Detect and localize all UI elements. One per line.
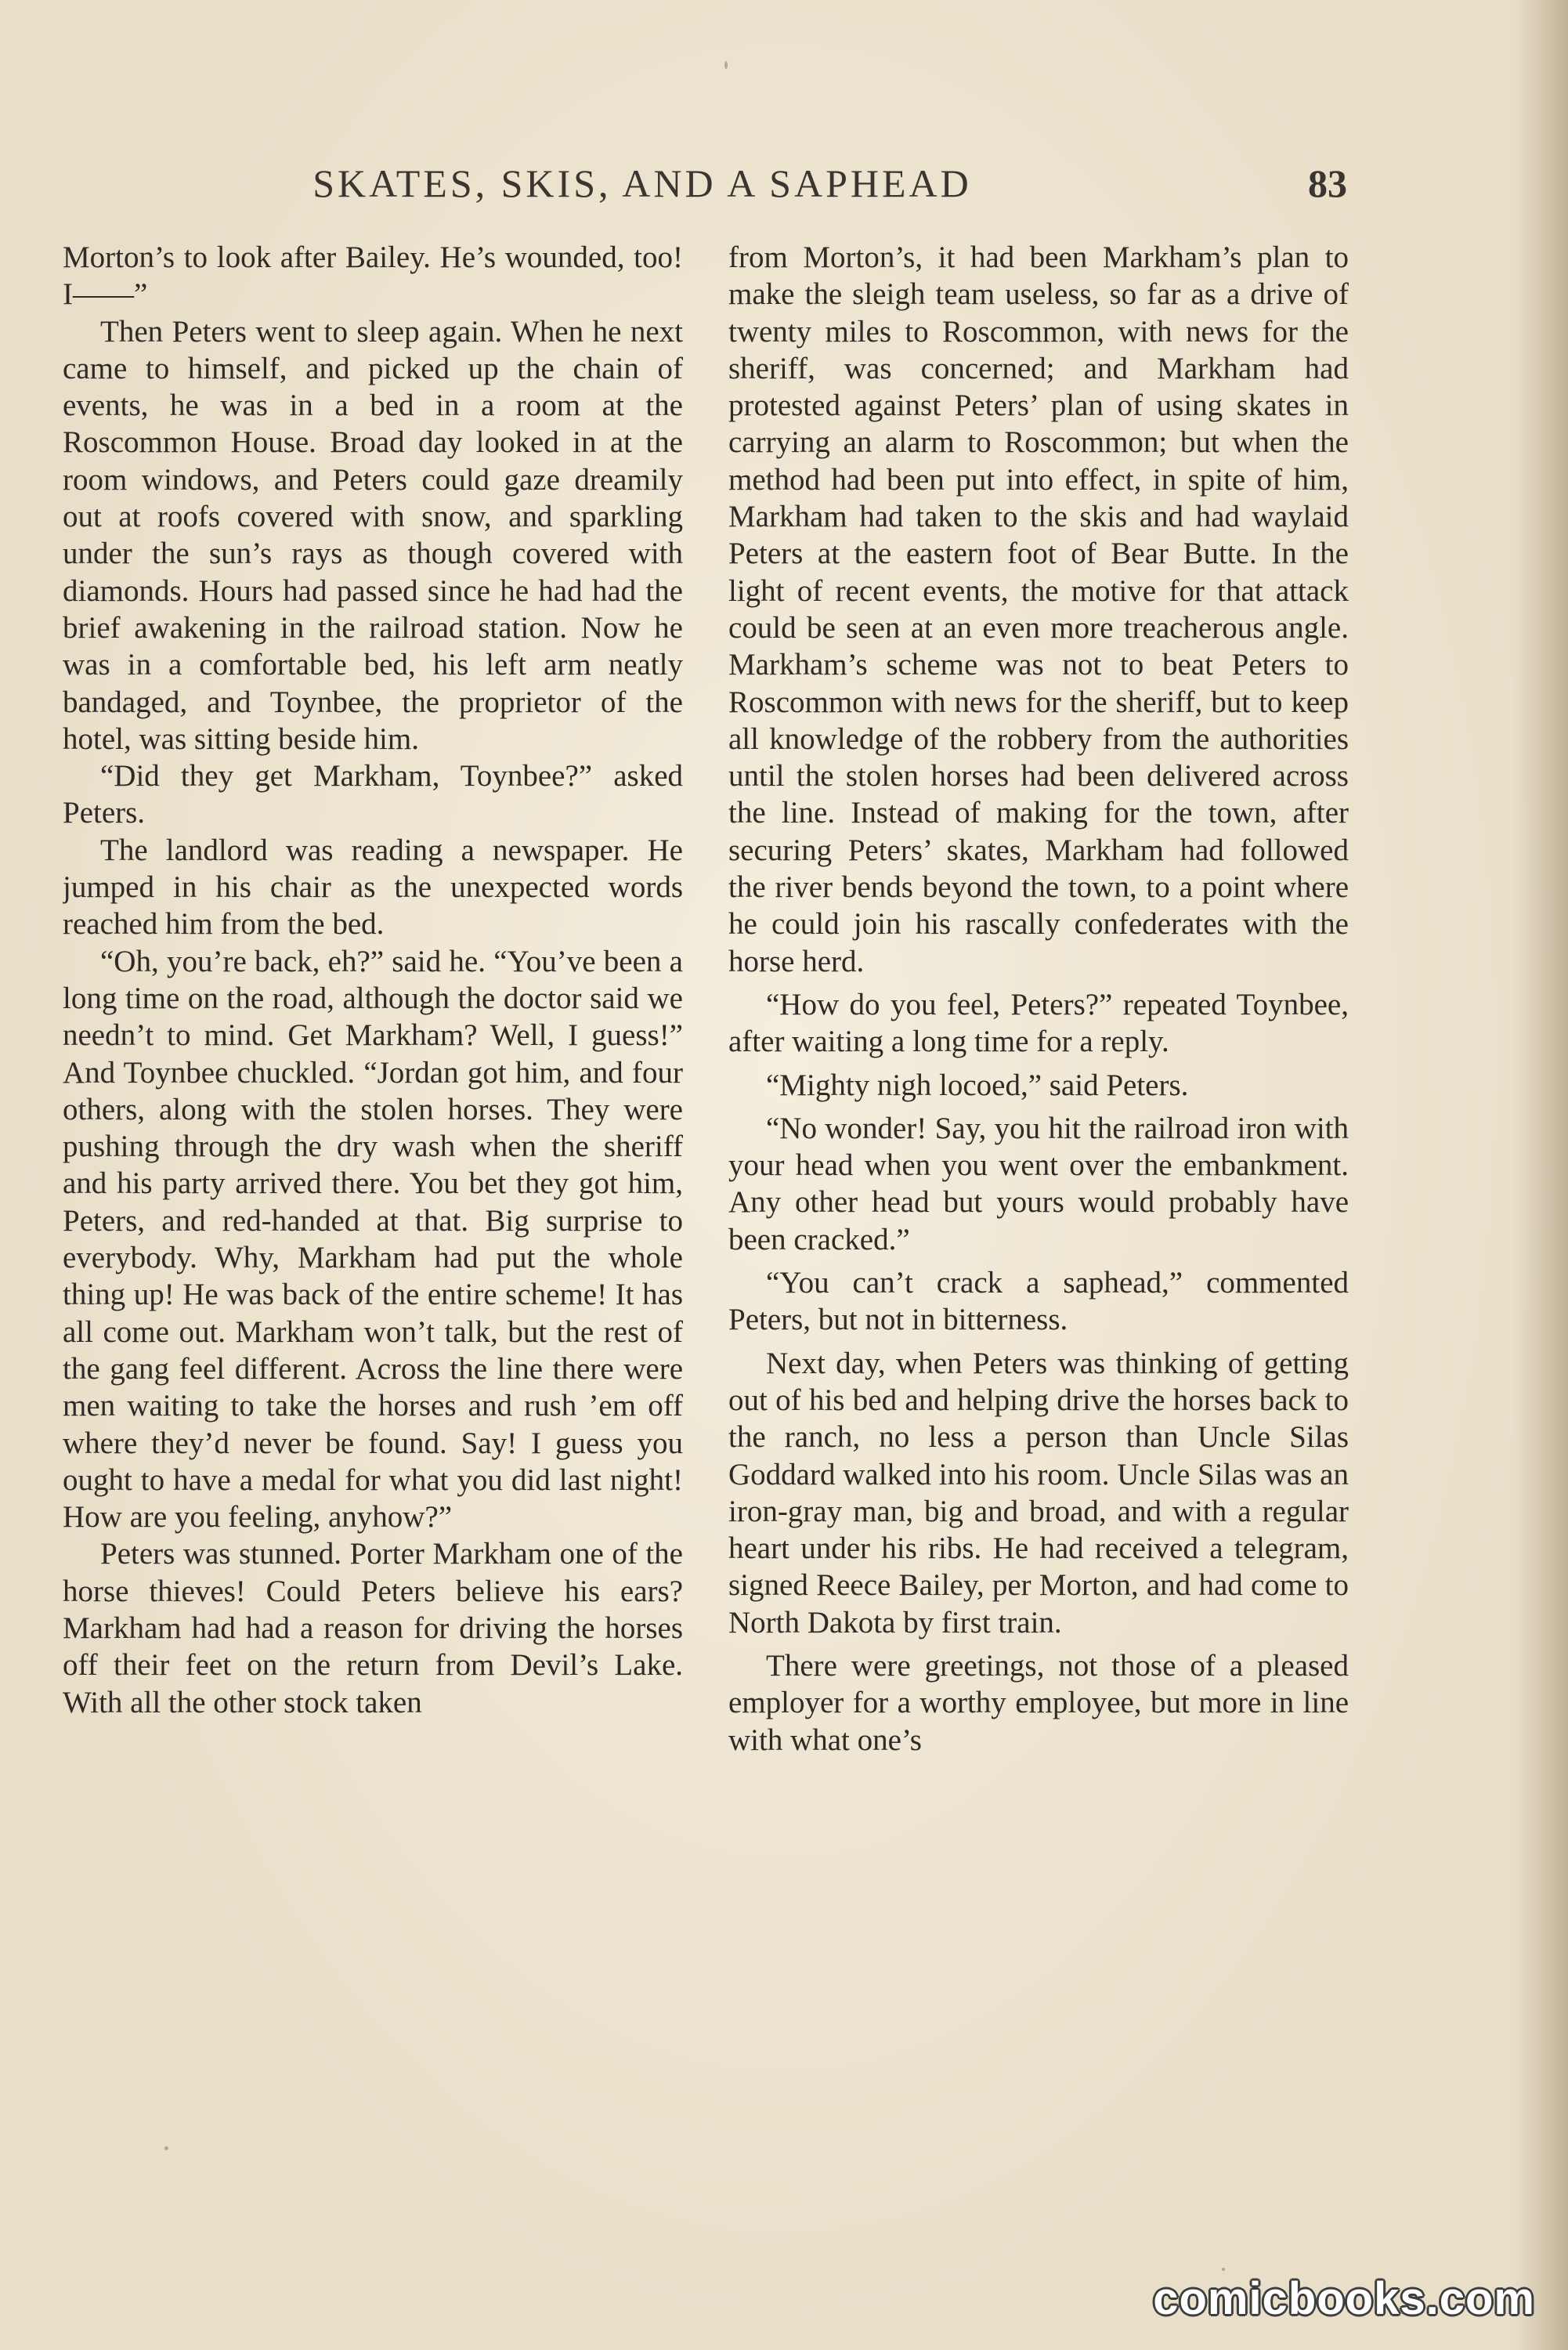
paragraph: “Oh, you’re back, eh?” said he. “You’ve been a long time on the road, although the doctor said we needn’t to mind. Get Markham? Well, I guess!” And Toynbee chuckled. “Jordan got him, and four others, along with the stolen horses. They were pushing through the dry wash when the sheriff and his party arrived there. You bet they got him, Peters, and red-handed at that. Big surprise to everybody. Why, Markham had put the whole thing up! He was back of the entire scheme! It has all come out. Markham won’t talk, but the rest of the gang feel different. Across the line there were men waiting to take the horses and rush ’em off where they’d never be found. Say! I guess you ought to have a medal for what you did last night! How are you feeling, anyhow?”	[63, 944, 683, 1535]
right-column	[728, 239, 1349, 2119]
paragraph: “Mighty nigh locoed,” said Peters.	[766, 1068, 1189, 1102]
paragraph: There were greetings, not those of a pleased employer for a worthy employee, but more in line with what one’s	[728, 1648, 1349, 1757]
paragraph: Peters was stunned. Porter Markham one of the horse thieves! Could Peters believe his ears? Markham had had a reason for driving the horses off their feet on the return from Devil’s Lake. With all the other stock taken	[63, 1537, 683, 1719]
paper-speck	[164, 2146, 168, 2150]
running-title: SKATES, SKIS, AND A SAPHEAD	[313, 161, 972, 205]
paragraph: Then Peters went to sleep again. When he next came to himself, and picked up the chain of events, he was in a bed in a room at the Roscommon House. Broad day looked in at the room windows, and Peters could gaze dreamily out at roofs covered with snow, and sparkling under the sun’s rays as though covered with diamonds. Hours had passed since he had had the brief awakening in the railroad station. Now he was in a comfortable bed, his left arm neatly bandaged, and Toynbee, the proprietor of the hotel, was sitting beside him.	[63, 314, 683, 756]
watermark-text: comicbooks.com	[1153, 2273, 1535, 2324]
paper-speck	[724, 61, 728, 69]
paragraph: “No wonder! Say, you hit the railroad iron with your head when you went over the embankment. Any other head but yours would probably have been cracked.”	[728, 1111, 1349, 1256]
left-column	[63, 239, 683, 2119]
paragraph: from Morton’s, it had been Markham’s plan to make the sleigh team useless, so far as a drive of twenty miles to Roscommon, with news for the sheriff, was concerned; and Markham had protested against Peters’ plan of using skates in carrying an alarm to Roscommon; but when the method had been put into effect, in spite of him, Markham had taken to the skis and had waylaid Peters at the eastern foot of Bear Butte. In the light of recent events, the motive for that attack could be seen at an even more treacherous angle. Markham’s scheme was not to beat Peters to Roscommon with news for the sheriff, but to keep all knowledge of the robbery from the authorities until the stolen horses had been delivered across the line. Instead of making for the town, after securing Peters’ skates, Markham had followed the river bends beyond the town, to a point where he could join his rascally confederates with the horse herd.	[728, 240, 1349, 978]
paragraph: The landlord was reading a newspaper. He jumped in his chair as the unexpected words reached him from the bed.	[63, 833, 683, 942]
running-head	[63, 161, 1347, 215]
paragraph: “Did they get Markham, Toynbee?” asked Peters.	[63, 759, 683, 830]
paragraph: “How do you feel, Peters?” repeated Toynbee, after waiting a long time for a reply.	[728, 987, 1349, 1059]
page-number: 83	[1308, 161, 1347, 205]
paragraph: Morton’s to look after Bailey. He’s wounded, too! I——”	[63, 240, 683, 312]
paragraph: Next day, when Peters was thinking of getting out of his bed and helping drive the horses back to the ranch, no less a person than Uncle Silas Goddard walked into his room. Uncle Silas was an iron-gray man, big and broad, and with a regular heart under his ribs. He had received a telegram, signed Reece Bailey, per Morton, and had come to North Dakota by first train.	[728, 1346, 1349, 1640]
paragraph: “You can’t crack a saphead,” commented Peters, but not in bitterness.	[728, 1266, 1349, 1337]
watermark	[1128, 2262, 1535, 2325]
